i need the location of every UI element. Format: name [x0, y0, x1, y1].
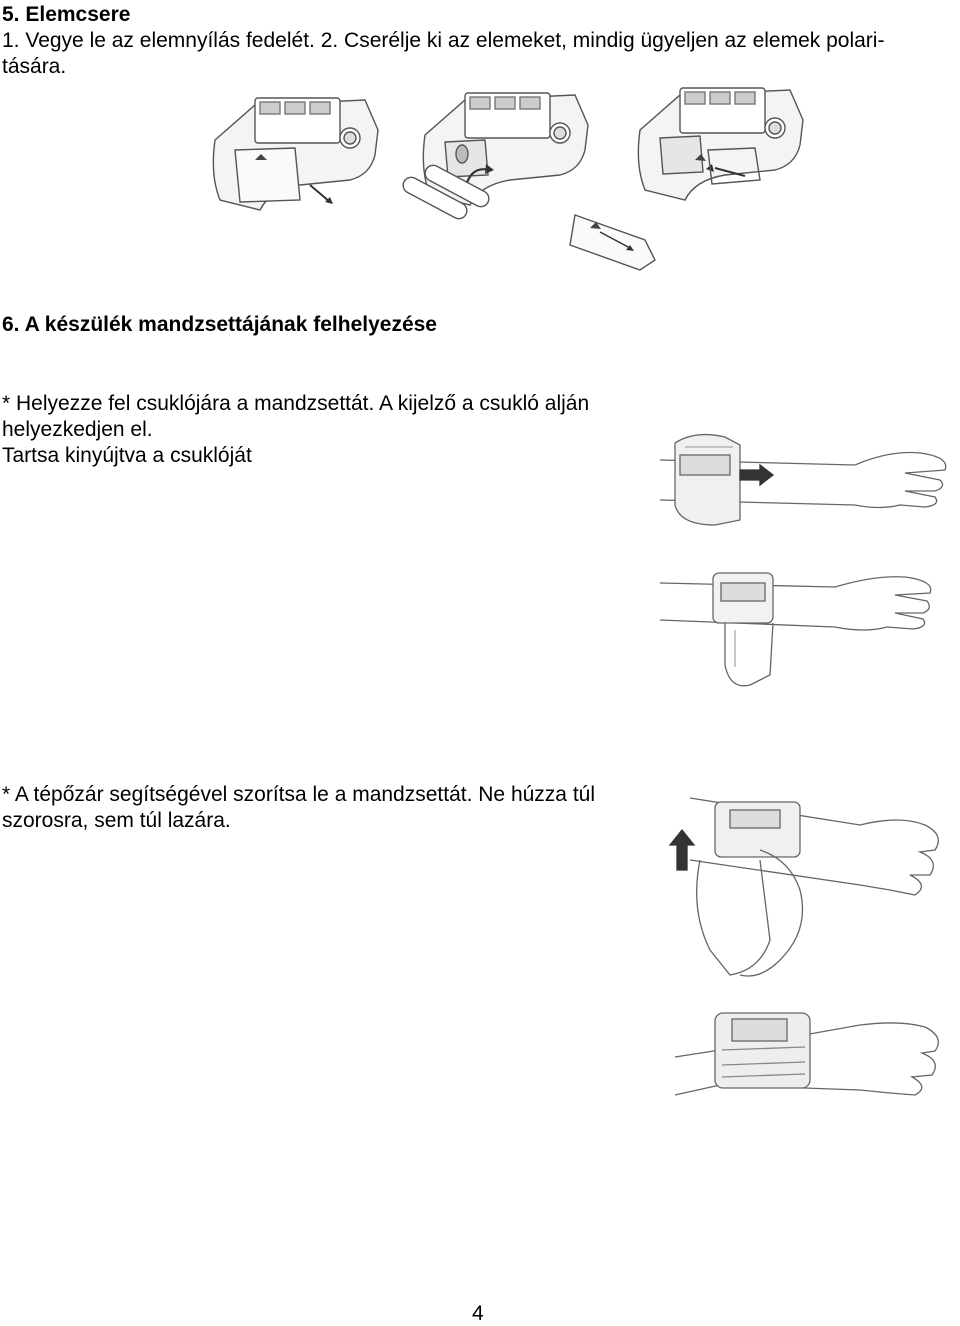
device-closed-icon [213, 98, 378, 210]
step-2-line-2: szorosra, sem túl lazára. [2, 809, 231, 832]
section-5-instruction-line-2: tására. [2, 55, 67, 78]
section-5-instruction-line-1: 1. Vegye le az elemnyílás fedelét. 2. Cserélje ki az elemeket, mindig ügyeljen az elemek polari- [2, 29, 885, 52]
cuff-placement-illustration-2 [655, 555, 955, 705]
cuff-placement-illustration-1 [655, 425, 955, 535]
step-1-line-1: * Helyezze fel csuklójára a mandzsettát. A kijelző a csukló alján [2, 392, 590, 415]
cuff-tightening-illustration-1 [660, 790, 950, 990]
device-open-icon [400, 93, 588, 221]
step-1-line-3: Tartsa kinyújtva a csuklóját [2, 444, 252, 467]
section-5-heading: 5. Elemcsere [2, 3, 131, 26]
cuff-tightening-illustration-2 [660, 995, 950, 1115]
step-1-line-2: helyezkedjen el. [2, 418, 153, 441]
page-number: 4 [472, 1302, 484, 1325]
step-2-line-1: * A tépőzár segítségével szorítsa le a mandzsettát. Ne húzza túl [2, 783, 595, 806]
section-6-heading: 6. A készülék mandzsettájának felhelyezése [2, 313, 437, 336]
battery-replacement-illustration [200, 80, 820, 280]
battery-lid-icon [570, 215, 655, 270]
device-lid-closing-icon [638, 88, 803, 200]
